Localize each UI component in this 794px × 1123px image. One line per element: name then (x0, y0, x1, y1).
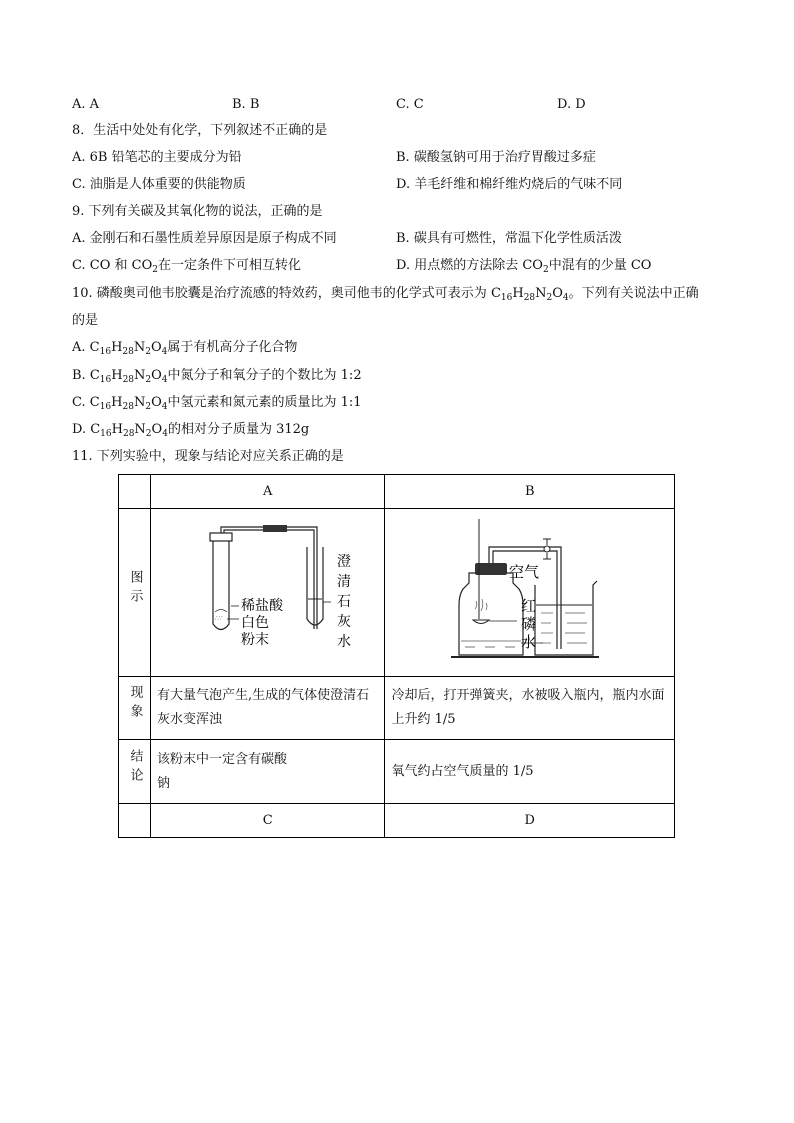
q8-option-c: C. 油脂是人体重要的供能物质 (72, 177, 246, 192)
q10-option-d: D. $C_{16}H_{28}N_2O_4$的相对分子质量为 312g (72, 422, 310, 439)
label-limewater-2: 清 (337, 574, 352, 590)
q10-stem: 10. 磷酸奥司他韦胶囊是治疗流感的特效药，奥司他韦的化学式可表示为 $C_{16}H_{28}N_2O_4$。下列有关说法中正确 (72, 286, 699, 303)
q10-option-b: B. $C_{16}H_{28}N_2O_4$中氮分子和氧分子的个数比为 1:2 (72, 368, 362, 385)
conclusion-b: 氧气约占空气质量的 1/5 (385, 740, 675, 804)
apparatus-b-diagram (385, 509, 674, 672)
label-red-2: 磷 (521, 615, 537, 633)
q9-option-c: C. CO 和 $CO_2$在一定条件下可相互转化 (72, 258, 301, 275)
q10-option-a: A. $C_{16}H_{28}N_2O_4$属于有机高分子化合物 (72, 340, 298, 357)
table-footer-row (119, 804, 675, 838)
q10-stem-line2: 的是 (72, 313, 99, 328)
label-powder: 粉末 (241, 632, 270, 648)
figure-b-cell (385, 509, 675, 677)
svg-text:∴∵: ∴∵ (215, 615, 223, 622)
q8-option-b: B. 碳酸氢钠可用于治疗胃酸过多症 (396, 150, 596, 165)
q7-option-d: D. D (557, 97, 586, 112)
q8-stem: 8．生活中处处有化学，下列叙述不正确的是 (72, 123, 328, 138)
q9-option-a: A. 金刚石和石墨性质差异原因是原子构成不同 (72, 231, 337, 246)
row-label-conclusion: 结论 (119, 740, 151, 804)
conclusion-row (119, 740, 675, 804)
q7-option-a: A. A (72, 97, 100, 112)
label-water: 水 (521, 633, 537, 651)
header-a: A (151, 475, 385, 509)
label-dilute-hcl: 稀盐酸 (241, 598, 284, 614)
label-air: 空气 (509, 563, 540, 581)
figure-row (119, 509, 675, 677)
label-limewater-4: 灰 (337, 614, 352, 630)
table-footer-corner (119, 804, 151, 838)
q8-option-a: A. 6B 铅笔芯的主要成分为铅 (72, 150, 242, 165)
row-label-phenomenon: 现象 (119, 677, 151, 740)
q7-option-b: B. B (232, 97, 260, 112)
row-label-figure: 图示 (119, 509, 151, 677)
q10-option-c: C. $C_{16}H_{28}N_2O_4$中氢元素和氮元素的质量比为 1:1 (72, 395, 362, 412)
label-red-1: 红 (521, 597, 537, 615)
label-limewater-1: 澄 (337, 554, 352, 570)
label-limewater-5: 水 (337, 634, 352, 650)
figure-a-cell (151, 509, 385, 677)
q9-option-b: B. 碳具有可燃性，常温下化学性质活泼 (396, 231, 622, 246)
q8-option-d: D. 羊毛纤维和棉纤维灼烧后的气味不同 (396, 177, 623, 192)
label-limewater-3: 石 (337, 594, 352, 610)
apparatus-a-diagram (151, 509, 385, 672)
q7-option-c: C. C (396, 97, 424, 112)
header-b: B (385, 475, 675, 509)
conclusion-a: 该粉末中一定含有碳酸钠 (151, 740, 385, 804)
phenomenon-a: 有大量气泡产生,生成的气体使澄清石灰水变浑浊 (151, 677, 385, 740)
experiment-table (118, 474, 675, 838)
q9-option-d: D. 用点燃的方法除去 $CO_2$中混有的少量 CO (396, 258, 652, 275)
q9-stem: 9. 下列有关碳及其氧化物的说法，正确的是 (72, 204, 323, 219)
phenomenon-row (119, 677, 675, 740)
table-header-row (119, 475, 675, 509)
header-d: D (385, 804, 675, 838)
phenomenon-b: 冷却后，打开弹簧夹，水被吸入瓶内，瓶内水面上升约 1/5 (385, 677, 675, 740)
header-c: C (151, 804, 385, 838)
label-white: 白色 (241, 615, 270, 631)
table-corner-cell (119, 475, 151, 509)
q11-stem: 11. 下列实验中，现象与结论对应关系正确的是 (72, 449, 344, 464)
